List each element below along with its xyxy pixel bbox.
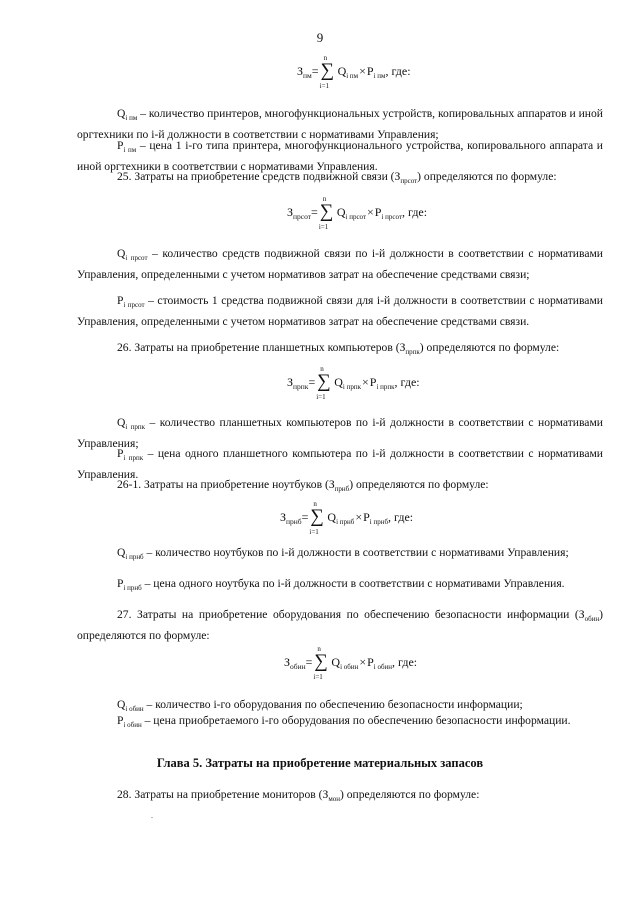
formula-mobile: $З_{прсот}=$ n ∑ i=1 $Q_{i прсот}\times P_{i прсот}$, где: (287, 195, 428, 231)
paragraph-printers-quantity: $Q_{i пм}$ – количество принтеров, многофункциональных устройств, копировальных аппаратов и иной оргтехники по i-й должности в соответствии с нормативами Управления; (77, 107, 603, 141)
paragraph-item-26-1: 26-1. Затраты на приобретение ноутбуков $(З_{прнб})$ определяются по формуле: (117, 478, 489, 493)
paragraph-security-quantity: $Q_{i обин}$ – количество i-го оборудования по обеспечению безопасности информации; (117, 698, 523, 713)
paragraph-tablets-price: $P_{i прпк}$ – цена одного планшетного компьютера по i-й должности в соответствии с нормативами Управления. (77, 447, 604, 481)
paragraph-item-28: 28. Затраты на приобретение мониторов $(З_{мон})$ определяются по формуле: (117, 788, 480, 803)
sigma-sign: n ∑ i=1 (313, 645, 328, 681)
paragraph-security-price: $P_{i обин}$ – цена приобретаемого i-го оборудования по обеспечению безопасности информации. (117, 714, 571, 729)
sigma-sign: n ∑ i=1 (319, 54, 335, 90)
paragraph-tablets-quantity: $Q_{i прпк}$ – количество планшетных компьютеров по i-й должности в соответствии с нормативами Управления; (77, 416, 603, 450)
formula-laptops: $З_{прнб}=$ n ∑ i=1 $Q_{i прнб}\times P_{i прнб}$, где: (280, 500, 414, 536)
formula-tablets: $З_{прпк}=$ n ∑ i=1 $Q_{i прпк}\times P_{i прпк}$, где: (287, 365, 420, 401)
paragraph-item-25: 25. Затраты на приобретение средств подвижной связи $(З_{прсот})$ определяются по формуле: (117, 170, 557, 185)
page-number: 9 (316, 30, 324, 45)
formula-security: $З_{обин}=$ n ∑ i=1 $Q_{i обин}\times P_{i обин}$, где: (284, 645, 418, 681)
paragraph-printers-price: $P_{i пм}$ – цена 1 i-го типа принтера, многофункционального устройства, копировального аппарата и иной оргтехники в соответствии с нормативами Управления. (77, 139, 603, 173)
sigma-sign: n ∑ i=1 (316, 365, 331, 401)
paragraph-mobile-price: $P_{i прсот}$ – стоимость 1 средства подвижной связи для i-й должности в соответствии с нормативами Управления, определенными с учетом нормативов затрат на обеспечение средствами связи. (77, 294, 603, 328)
sigma-sign: n ∑ i=1 (309, 500, 324, 536)
formula-z-sub: пм (303, 70, 312, 80)
sigma-sign: n ∑ i=1 (318, 195, 334, 231)
formula-printers: $З_{пм}=$ n ∑ i=1 $Q_{i пм}\times P_{i пм}$, где: (297, 54, 411, 90)
formula-z: З (297, 63, 304, 78)
paragraph-item-26: 26. Затраты на приобретение планшетных компьютеров $(З_{прпк})$ определяются по формуле: (117, 341, 560, 356)
paragraph-laptops-price: $P_{i прнб}$ – цена одного ноутбука по i-й должности в соответствии с нормативами Управления. (117, 577, 565, 592)
chapter-heading: Глава 5. Затраты на приобретение материальных запасов (156, 756, 484, 770)
paragraph-item-27: 27. Затраты на приобретение оборудования по обеспечению безопасности информации $(З_{обин})$ определяются по формуле: (77, 608, 603, 642)
scan-speck (151, 817, 153, 818)
paragraph-mobile-quantity: $Q_{i прсот}$ – количество средств подвижной связи по i-й должности в соответствии с нормативами Управления, определенными с учетом нормативов затрат на обеспечение средствами связи; (77, 247, 604, 281)
paragraph-laptops-quantity: $Q_{i прнб}$ – количество ноутбуков по i-й должности в соответствии с нормативами Управления; (117, 546, 569, 561)
